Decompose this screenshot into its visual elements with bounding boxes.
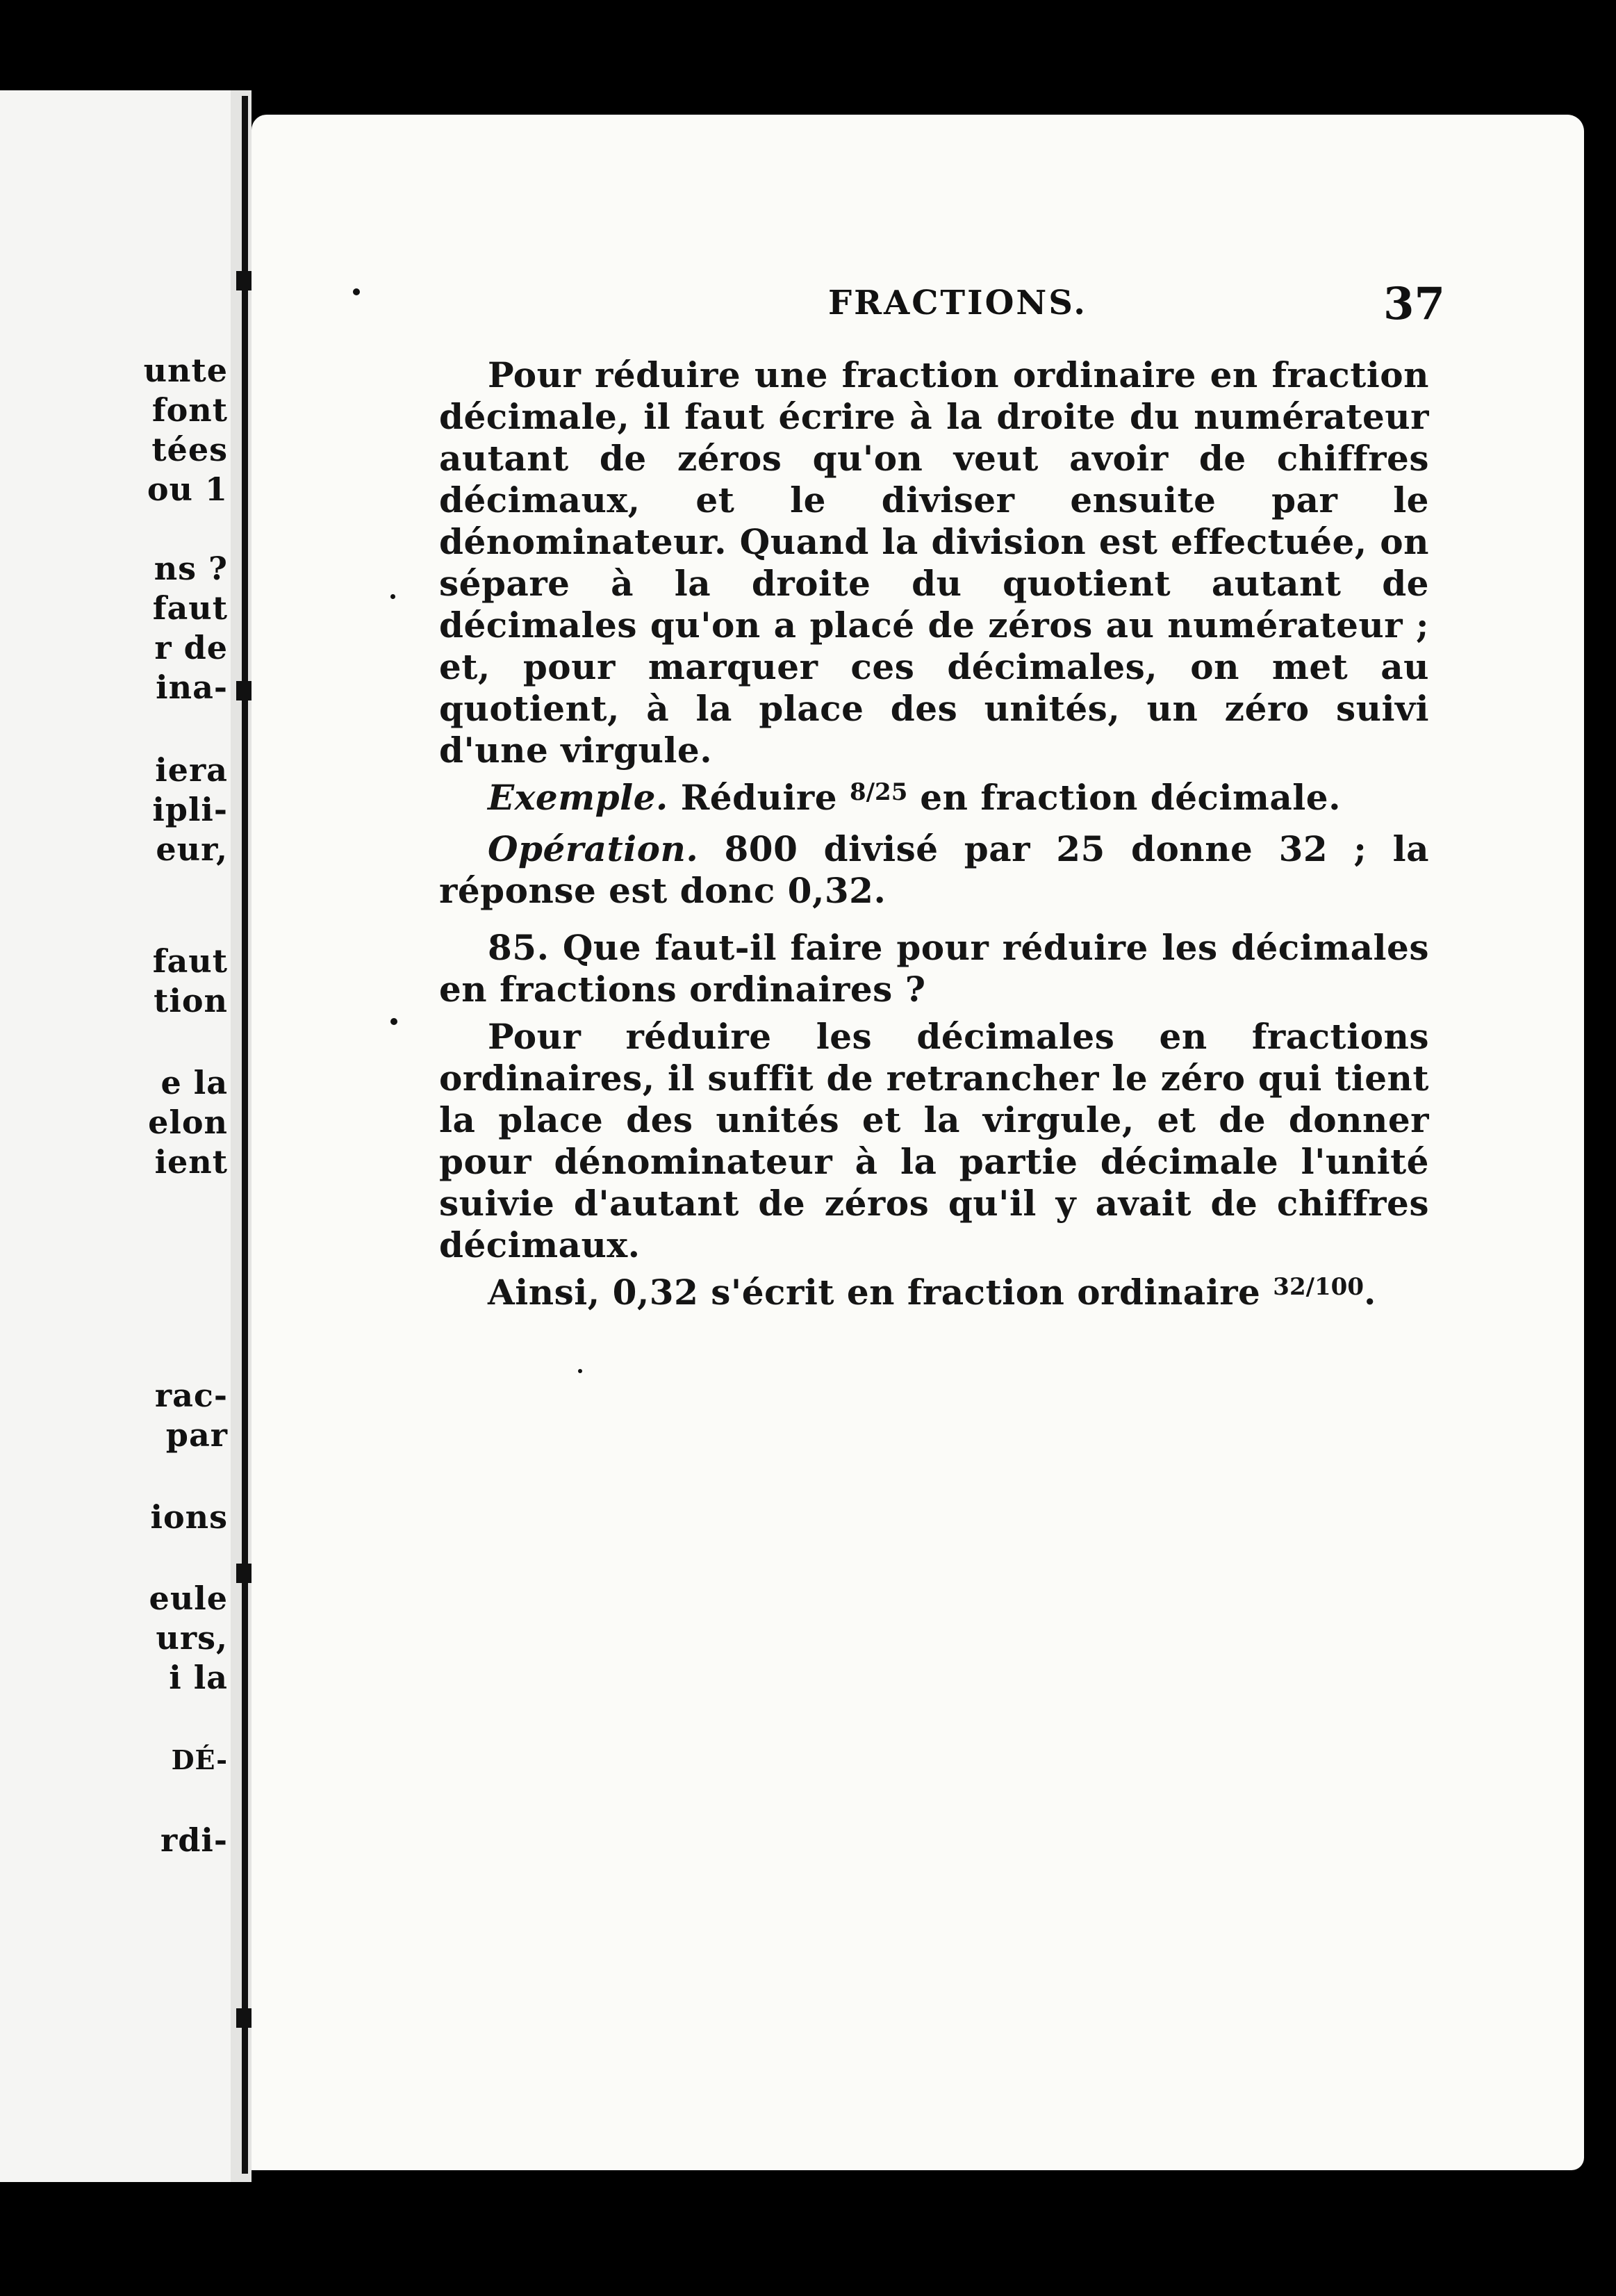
left-fragment: i la — [169, 1659, 228, 1696]
binding-thread — [236, 271, 253, 290]
left-fragment: font — [151, 391, 228, 429]
left-fragment: ina- — [156, 669, 228, 706]
left-fragment: iera — [155, 751, 228, 789]
rule-paragraph: Pour réduire une fraction ordinaire en fraction décimale, il faut écrire à la droite du numérateur autant de zéros qu'on veut avoir de chiffres décimaux, et le diviser ensuite par le dénominateur. Quand la division est effectuée, on sépare à la droite du quotient autant de décimales qu'on a placé de zéros au numérateur ; et, pour marquer ces décimales, on met au quotient, à la place des unités, un zéro suivi d'une virgule. — [439, 354, 1429, 771]
ink-speck — [390, 1018, 397, 1025]
example-label: Exemple. — [488, 777, 668, 818]
ainsi-period: . — [1364, 1272, 1376, 1313]
operation-paragraph — [439, 828, 1429, 912]
left-fragment: ou 1 — [147, 470, 228, 508]
book-spine — [242, 96, 248, 2174]
left-fragment: faut — [152, 589, 228, 627]
ainsi-line — [439, 1272, 1429, 1318]
question-85: 85. Que faut-il faire pour réduire les décimales en fractions ordinaires ? — [439, 927, 1429, 1010]
running-head: FRACTIONS. — [828, 284, 1087, 322]
example-fraction: 8/25 — [849, 778, 908, 806]
page-gutter — [231, 90, 252, 2182]
page-header — [252, 278, 1584, 334]
binding-thread — [236, 2008, 253, 2028]
ink-speck — [578, 1369, 582, 1373]
ainsi-fraction: 32/100 — [1273, 1273, 1364, 1301]
left-fragment: tées — [151, 431, 228, 468]
page-body — [439, 354, 1429, 1323]
answer-paragraph: Pour réduire les décimales en fractions ordinaires, il suffit de retrancher le zéro qui tient la place des unités et la virgule, et de donner pour dénominateur à la partie décimale l'unité suivie d'autant de zéros qu'il y avait de chiffres décimaux. — [439, 1016, 1429, 1265]
left-fragment: urs, — [156, 1619, 228, 1657]
left-fragment: e la — [160, 1064, 228, 1101]
left-fragment: ions — [150, 1498, 228, 1536]
binding-thread — [236, 681, 253, 700]
left-fragment: ient — [154, 1143, 228, 1181]
left-fragment: par — [165, 1416, 228, 1454]
example-text: Réduire — [680, 777, 838, 818]
left-fragment: elon — [148, 1104, 228, 1141]
left-fragment: eur, — [156, 830, 228, 868]
operation-label: Opération. — [488, 828, 699, 869]
left-fragment: rac- — [154, 1377, 228, 1414]
right-page — [252, 115, 1584, 2170]
left-fragment: eule — [149, 1580, 228, 1617]
left-fragment: r de — [154, 629, 228, 666]
ink-speck — [390, 594, 395, 599]
binding-thread — [236, 1564, 253, 1583]
left-fragment: unte — [143, 352, 228, 389]
page-number: 37 — [1383, 278, 1445, 330]
left-fragment: ipli- — [152, 791, 228, 828]
ainsi-text: Ainsi, 0,32 s'écrit en fraction ordinaire — [488, 1272, 1261, 1313]
example-line — [439, 777, 1429, 823]
left-fragment: tion — [154, 982, 228, 1019]
left-fragment: faut — [152, 942, 228, 980]
example-text-end: en fraction décimale. — [920, 777, 1341, 818]
left-fragment: DÉ- — [171, 1744, 228, 1776]
left-fragment: rdi- — [160, 1821, 228, 1859]
operation-text: 800 divisé par 25 donne 32 ; la réponse est donc 0,32. — [439, 828, 1429, 911]
left-fragment: ns ? — [154, 550, 228, 587]
left-page — [0, 90, 243, 2182]
